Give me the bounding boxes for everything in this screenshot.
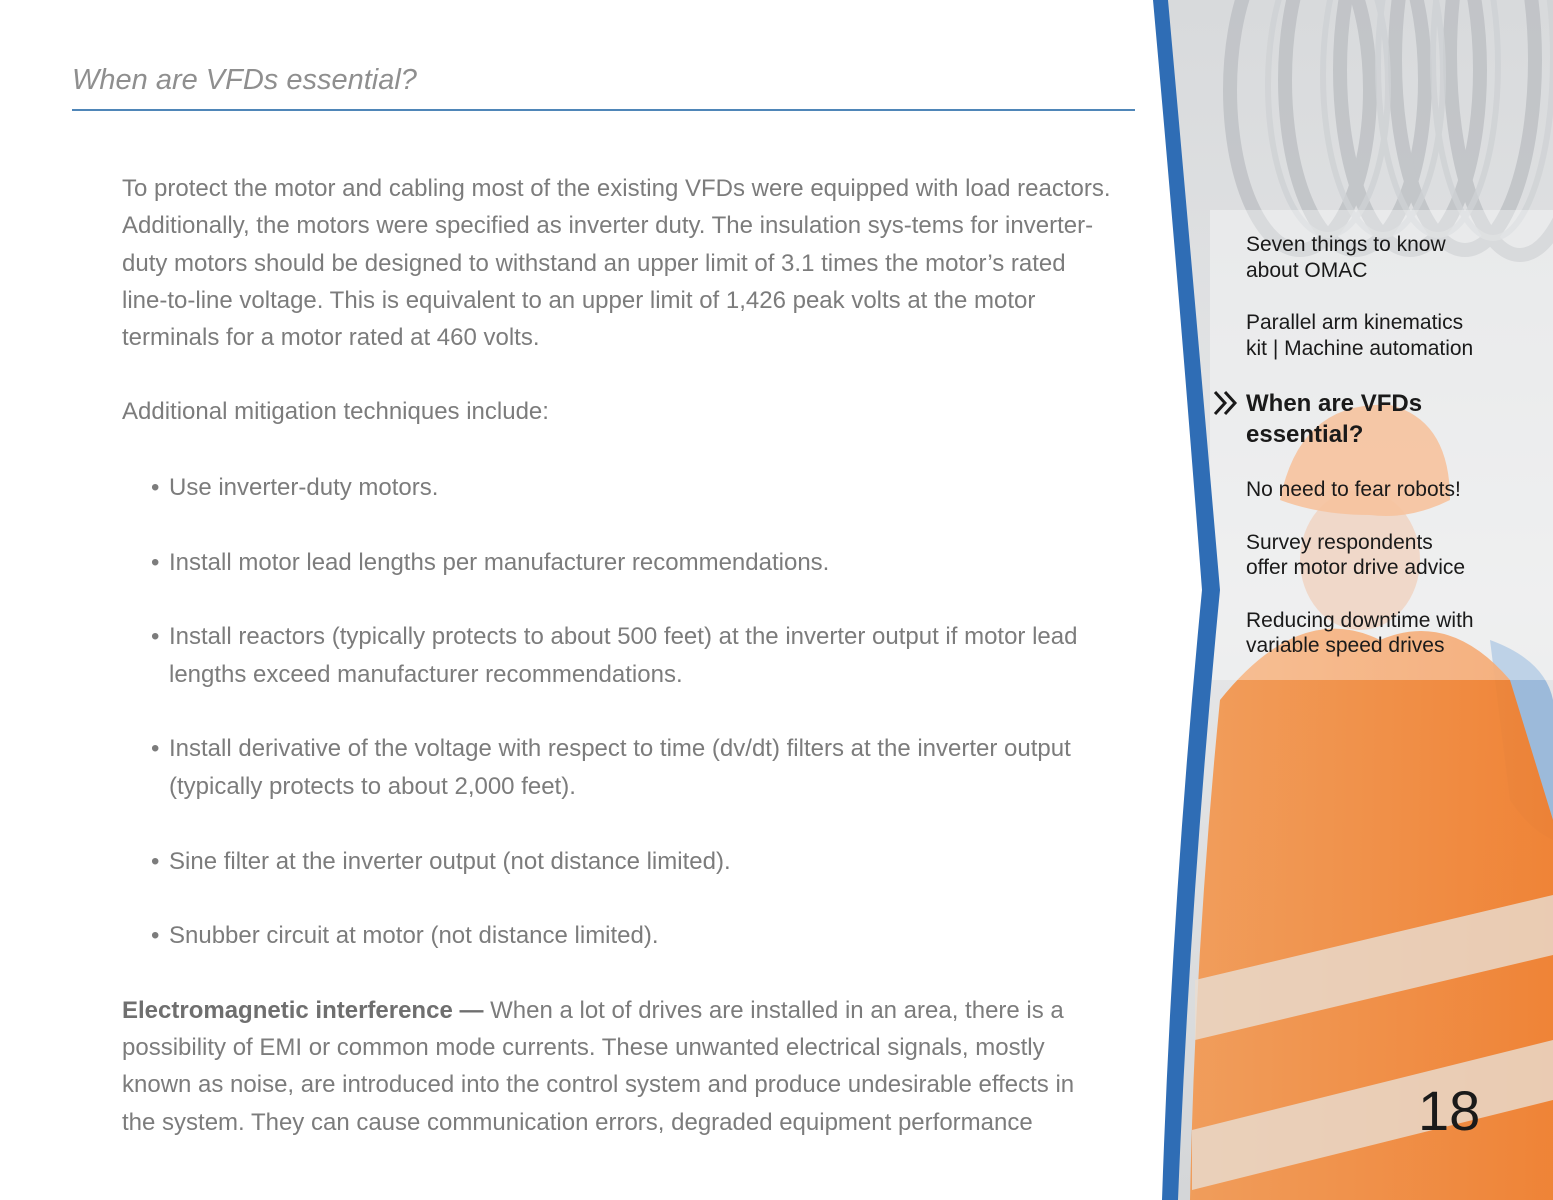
sidebar-item-reducing-downtime[interactable]: Reducing downtime with variable speed drives xyxy=(1246,608,1474,657)
list-item: • Sine filter at the inverter output (not distance limited). xyxy=(122,843,1112,880)
bullet-icon: • xyxy=(151,847,160,875)
list-item: • Install motor lead lengths per manufacturer recommendations. xyxy=(122,544,1112,581)
list-item: • Install derivative of the voltage with respect to time (dv/dt) filters at the inverter output (typically protects to about 2,000 feet). xyxy=(122,730,1112,805)
title-divider xyxy=(72,109,1135,111)
emi-paragraph xyxy=(122,992,1112,1141)
bullet-icon: • xyxy=(151,922,160,950)
sidebar-item-seven-things-omac[interactable]: Seven things to know about OMAC xyxy=(1246,233,1446,282)
mitigation-list xyxy=(122,469,1112,955)
article-body xyxy=(122,170,1112,1141)
sidebar-item-when-are-vfds-essential[interactable]: When are VFDs essential? xyxy=(1246,388,1546,450)
sidebar-item-survey-respondents[interactable]: Survey respondents offer motor drive advice xyxy=(1246,530,1466,579)
bullet-icon: • xyxy=(151,473,160,501)
bullet-icon: • xyxy=(151,623,160,651)
bullet-icon: • xyxy=(151,548,160,576)
page-title: When are VFDs essential? xyxy=(72,64,417,96)
emi-heading: Electromagnetic interference — xyxy=(122,996,484,1024)
sidebar-item-parallel-arm-kinematics[interactable]: Parallel arm kinematics kit | Machine automation xyxy=(1246,311,1474,360)
page-number: 18 xyxy=(1418,1079,1481,1142)
list-item: • Snubber circuit at motor (not distance limited). xyxy=(122,917,1112,954)
emi-text: When a lot of drives are installed in an area, there is a possibility of EMI or common mode currents. These unwanted electrical signals, mostly known as noise, are introduced into the control system and produce undesirable effects in the system. They can cause communication errors, degraded equipment performance xyxy=(122,996,1075,1136)
sidebar-item-no-need-to-fear-robots[interactable]: No need to fear robots! xyxy=(1246,478,1461,501)
list-item: • Install reactors (typically protects to about 500 feet) at the inverter output if motor lead lengths exceed manufacturer recommendations. xyxy=(122,618,1112,693)
list-item: • Use inverter-duty motors. xyxy=(122,469,1112,506)
mitigation-lead: Additional mitigation techniques include: xyxy=(122,398,549,426)
double-chevron-right-icon xyxy=(1212,390,1240,416)
sidebar-nav xyxy=(1246,232,1546,686)
bullet-icon: • xyxy=(151,735,160,763)
intro-paragraph: To protect the motor and cabling most of the existing VFDs were equipped with load reactors. Additionally, the motors were specified as inverter duty. The insulation sys-tems for inverter-duty motors should be designed to withstand an upper limit of 3.1 times the motor’s rated line-to-line voltage. This is equivalent to an upper limit of 1,426 peak volts at the motor terminals for a motor rated at 460 volts. xyxy=(122,175,1111,352)
